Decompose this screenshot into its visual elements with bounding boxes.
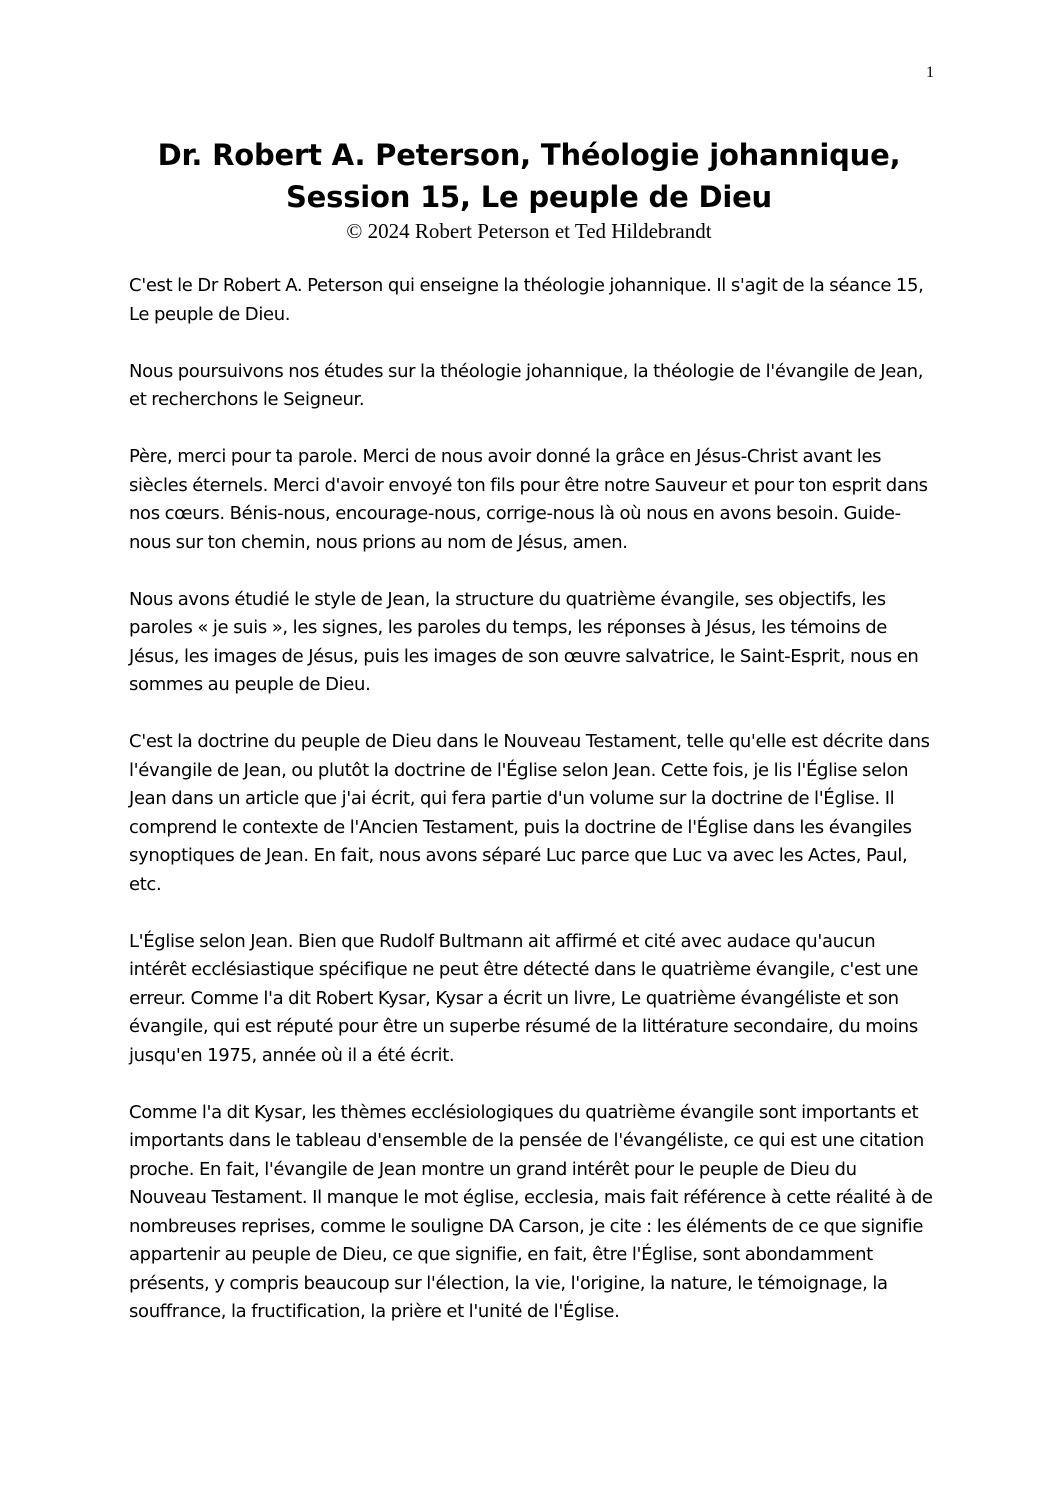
paragraph: Père, merci pour ta parole. Merci de nous avoir donné la grâce en Jésus-Christ avant les siècles éternels. Merci d'avoir envoyé ton fils pour être notre Sauveur et pour ton esprit dans nos cœurs. Bénis-nous, encourage-nous, corrige-nous là où nous en avons besoin. Guide-nous sur ton chemin, nous prions au nom de Jésus, amen. bbox=[129, 446, 928, 553]
paragraph: C'est la doctrine du peuple de Dieu dans le Nouveau Testament, telle qu'elle est décrite dans l'évangile de Jean, ou plutôt la doctrine de l'Église selon Jean. Cette fois, je lis l'Église selon Jean dans un article que j'ai écrit, qui fera partie d'un volume sur la doctrine de l'Église. Il comprend le contexte de l'Ancien Testament, puis la doctrine de l'Église dans les évangiles synoptiques de Jean. En fait, nous avons séparé Luc parce que Luc va avec les Actes, Paul, etc. bbox=[129, 731, 930, 895]
paragraph: Nous avons étudié le style de Jean, la structure du quatrième évangile, ses objectifs, les paroles « je suis », les signes, les paroles du temps, les réponses à Jésus, les témoins de Jésus, les images de Jésus, puis les images de son œuvre salvatrice, le Saint-Esprit, nous en sommes au peuple de Dieu. bbox=[129, 588, 919, 695]
copyright-notice: © 2024 Robert Peterson et Ted Hildebrandt bbox=[346, 219, 712, 243]
document-title-line-1: Dr. Robert A. Peterson, Théologie johannique, bbox=[157, 138, 901, 172]
page-number: 1 bbox=[926, 64, 934, 81]
paragraph: C'est le Dr Robert A. Peterson qui enseigne la théologie johannique. Il s'agit de la séance 15, Le peuple de Dieu. bbox=[129, 275, 924, 325]
document-header bbox=[0, 134, 1058, 244]
paragraph: Nous poursuivons nos études sur la théologie johannique, la théologie de l'évangile de Jean, et recherchons le Seigneur. bbox=[129, 360, 924, 410]
paragraph: L'Église selon Jean. Bien que Rudolf Bultmann ait affirmé et cité avec audace qu'aucun intérêt ecclésiastique spécifique ne peut être détecté dans le quatrième évangile, c'est une erreur. Comme l'a dit Robert Kysar, Kysar a écrit un livre, Le quatrième évangéliste et son évangile, qui est réputé pour être un superbe résumé de la littérature secondaire, du moins jusqu'en 1975, année où il a été écrit. bbox=[129, 930, 919, 1066]
paragraph: Comme l'a dit Kysar, les thèmes ecclésiologiques du quatrième évangile sont importants et importants dans le tableau d'ensemble de la pensée de l'évangéliste, ce qui est une citation proche. En fait, l'évangile de Jean montre un grand intérêt pour le peuple de Dieu du Nouveau Testament. Il manque le mot église, ecclesia, mais fait référence à cette réalité à de nombreuses reprises, comme le souligne DA Carson, je cite : les éléments de ce que signifie appartenir au peuple de Dieu, ce que signifie, en fait, être l'Église, sont abondamment présents, y compris beaucoup sur l'élection, la vie, l'origine, la nature, le témoignage, la souffrance, la fructification, la prière et l'unité de l'Église. bbox=[129, 1101, 933, 1322]
document-body bbox=[129, 272, 935, 1355]
document-title-line-2: Session 15, Le peuple de Dieu bbox=[286, 180, 772, 214]
